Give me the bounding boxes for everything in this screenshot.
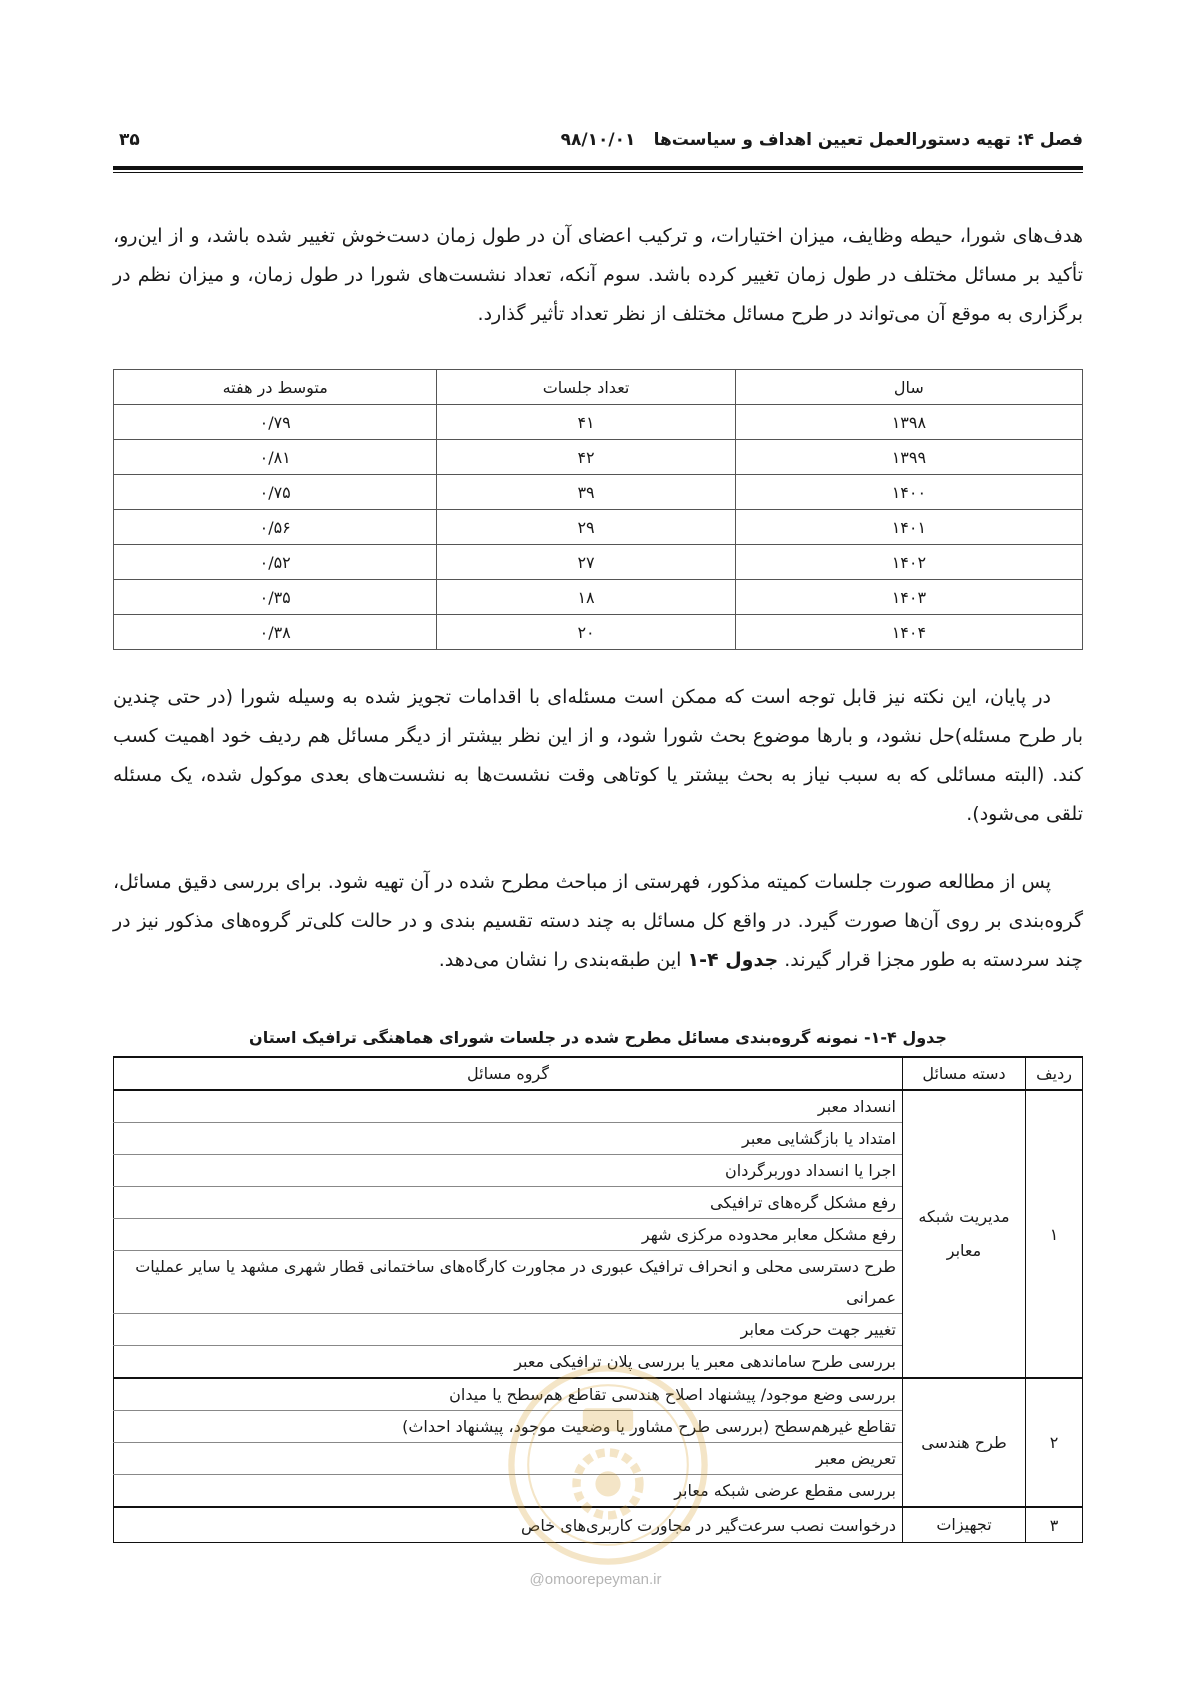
cell-year: ۱۴۰۰ xyxy=(735,475,1082,510)
table-row xyxy=(114,1090,1083,1123)
table-reference: جدول ۴-۱ xyxy=(687,949,779,971)
table-row xyxy=(114,615,1083,650)
cell-row-number: ۳ xyxy=(1026,1507,1083,1543)
sessions-table xyxy=(113,369,1083,650)
cell-year: ۱۴۰۴ xyxy=(735,615,1082,650)
table-caption: جدول ۴-۱- نمونه گروه‌بندی مسائل مطرح شده در جلسات شورای هماهنگی ترافیک استان xyxy=(249,1028,947,1047)
cell-sessions: ۲۷ xyxy=(437,545,735,580)
cell-weekly-avg: ۰/۷۹ xyxy=(114,405,437,440)
col-row-number: ردیف xyxy=(1026,1057,1083,1090)
cell-sessions: ۴۱ xyxy=(437,405,735,440)
cell-issue: تقاطع غیرهم‌سطح (بررسی طرح مشاور یا وضعیت موجود، پیشنهاد احداث) xyxy=(114,1411,903,1443)
chapter-title: فصل ۴: تهیه دستورالعمل تعیین اهداف و سیاست‌ها xyxy=(653,130,1083,150)
cell-issue: انسداد معبر xyxy=(114,1090,903,1123)
cell-issue: بررسی وضع موجود/ پیشنهاد اصلاح هندسی تقاطع هم‌سطح یا میدان xyxy=(114,1378,903,1411)
paragraph-text-end: این طبقه‌بندی را نشان می‌دهد. xyxy=(438,949,682,971)
cell-issue: اجرا یا انسداد دوربرگردان xyxy=(114,1155,903,1187)
header-rule-thin xyxy=(113,172,1083,173)
cell-year: ۱۴۰۳ xyxy=(735,580,1082,615)
table-row xyxy=(114,1378,1083,1411)
cell-weekly-avg: ۰/۷۵ xyxy=(114,475,437,510)
col-group: گروه مسائل xyxy=(114,1057,903,1090)
table-row xyxy=(114,475,1083,510)
cell-weekly-avg: ۰/۵۶ xyxy=(114,510,437,545)
watermark-site: @omoorepeyman.ir xyxy=(529,1571,662,1588)
col-category: دسته مسائل xyxy=(903,1057,1026,1090)
cell-sessions: ۲۹ xyxy=(437,510,735,545)
col-year: سال xyxy=(735,370,1082,405)
table-row xyxy=(114,405,1083,440)
cell-weekly-avg: ۰/۳۸ xyxy=(114,615,437,650)
cell-issue: امتداد یا بازگشایی معبر xyxy=(114,1123,903,1155)
table-row xyxy=(114,545,1083,580)
cell-year: ۱۳۹۸ xyxy=(735,405,1082,440)
cell-category: مدیریت شبکه معابر xyxy=(903,1090,1026,1378)
cell-issue: بررسی طرح ساماندهی معبر یا بررسی پلان ترافیکی معبر xyxy=(114,1346,903,1379)
cell-issue: طرح دسترسی محلی و انحراف ترافیک عبوری در مجاورت کارگاه‌های ساختمانی قطار شهری مشهد یا سایر عملیات عمرانی xyxy=(114,1251,903,1314)
cell-sessions: ۳۹ xyxy=(437,475,735,510)
paragraph-classification xyxy=(113,863,1083,980)
cell-year: ۱۴۰۱ xyxy=(735,510,1082,545)
cell-category: طرح هندسی xyxy=(903,1378,1026,1507)
cell-sessions: ۲۰ xyxy=(437,615,735,650)
cell-category: تجهیزات xyxy=(903,1507,1026,1543)
sessions-table-body xyxy=(114,405,1083,650)
cell-weekly-avg: ۰/۵۲ xyxy=(114,545,437,580)
table-row xyxy=(114,510,1083,545)
cell-weekly-avg: ۰/۸۱ xyxy=(114,440,437,475)
cell-issue: تغییر جهت حرکت معابر xyxy=(114,1314,903,1346)
cell-issue: تعریض معبر xyxy=(114,1443,903,1475)
cell-year: ۱۳۹۹ xyxy=(735,440,1082,475)
header-rule-thick xyxy=(113,166,1083,170)
cell-issue: بررسی مقطع عرضی شبکه معابر xyxy=(114,1475,903,1508)
sessions-table-header xyxy=(114,370,1083,405)
cell-row-number: ۱ xyxy=(1026,1090,1083,1378)
cell-row-number: ۲ xyxy=(1026,1378,1083,1507)
cell-year: ۱۴۰۲ xyxy=(735,545,1082,580)
table-row xyxy=(114,580,1083,615)
paragraph-recurring-issues: در پایان، این نکته نیز قابل توجه است که ممکن است مسئله‌ای با اقدامات تجویز شده به وسیله شورا (در حتی چندین بار طرح مسئله)حل نشود، و بارها موضوع بحث شورا شود، و از این نظر بیشتر از دیگر مسائل هم ردیف خود اهمیت کسب کند. (البته مسائلی که به سبب نیاز به بحث بیشتر یا کوتاهی وقت نشست‌ها به نشست‌های بعدی موکول شده، یک مسئله تلقی می‌شود). xyxy=(113,686,1083,825)
cell-issue: رفع مشکل گره‌های ترافیکی xyxy=(114,1187,903,1219)
page-header xyxy=(113,130,1083,158)
issues-table xyxy=(113,1056,1083,1543)
col-weekly-avg: متوسط در هفته xyxy=(114,370,437,405)
cell-issue: درخواست نصب سرعت‌گیر در مجاورت کاربری‌های خاص xyxy=(114,1507,903,1543)
header-date: ۹۸/۱۰/۰۱ xyxy=(560,130,636,150)
table-row xyxy=(114,1507,1083,1543)
col-sessions: تعداد جلسات xyxy=(437,370,735,405)
table-row xyxy=(114,440,1083,475)
cell-issue: رفع مشکل معابر محدوده مرکزی شهر xyxy=(114,1219,903,1251)
paragraph-intro: هدف‌های شورا، حیطه وظایف، میزان اختیارات، و ترکیب اعضای آن در طول زمان دست‌خوش تغییر شده باشد، و از این‌رو، تأکید بر مسائل مختلف در طول زمان تغییر کرده باشد. سوم آنکه، تعداد نشست‌های شورا در طول زمان، و میزان نظم در برگزاری به موقع آن می‌تواند در طرح مسائل مختلف از نظر تعداد تأثیر گذارد. xyxy=(113,225,1083,325)
cell-sessions: ۴۲ xyxy=(437,440,735,475)
page-number: ۳۵ xyxy=(119,130,140,150)
cell-weekly-avg: ۰/۳۵ xyxy=(114,580,437,615)
paragraph-text: پس از مطالعه صورت جلسات کمیته مذکور، فهرستی از مباحث مطرح شده در آن تهیه شود. برای بررسی دقیق مسائل، گروه‌بندی بر روی آن‌ها صورت گیرد. در واقع کل مسائل به چند دسته تقسیم بندی و در حالت کلی‌تر گروه‌های مذکور نیز در چند سردسته به طور مجزا قرار گیرند. xyxy=(113,871,1083,971)
issues-table-header xyxy=(114,1057,1083,1090)
issues-table-body xyxy=(114,1090,1083,1543)
cell-sessions: ۱۸ xyxy=(437,580,735,615)
